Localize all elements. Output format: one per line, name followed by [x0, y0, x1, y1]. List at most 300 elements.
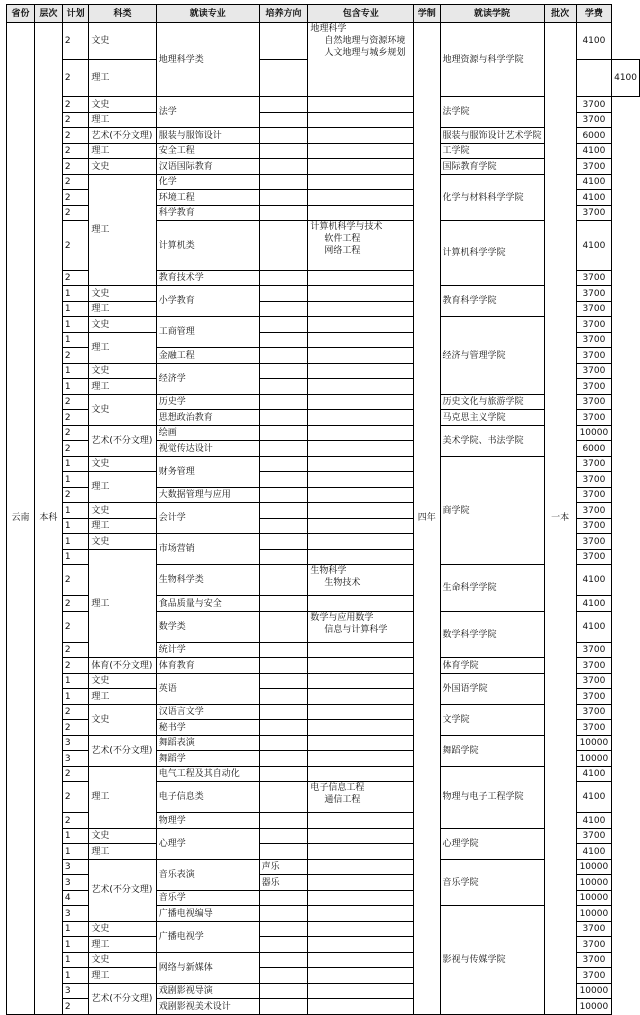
- major-cell: 服装与服饰设计: [156, 128, 259, 144]
- category-cell: 理工: [89, 112, 156, 128]
- direction-cell: [259, 611, 308, 642]
- header-level: 层次: [34, 5, 62, 23]
- included-majors-cell: [308, 534, 414, 550]
- plan-cell: 2: [62, 766, 89, 782]
- direction-cell: [259, 952, 308, 968]
- tuition-cell: 3700: [576, 159, 611, 175]
- major-cell: 物理学: [156, 813, 259, 829]
- tuition-cell: 4100: [576, 174, 611, 190]
- tuition-cell: 3700: [576, 937, 611, 953]
- included-major: 通信工程: [324, 795, 361, 806]
- included-majors-cell: [308, 890, 414, 906]
- college-cell: 音乐学院: [440, 859, 544, 906]
- header-college: 就读学院: [440, 5, 544, 23]
- plan-cell: 4: [62, 890, 89, 906]
- header-duration: 学制: [414, 5, 441, 23]
- tuition-cell: 4100: [576, 813, 611, 829]
- header-province: 省份: [7, 5, 35, 23]
- plan-cell: 3: [62, 983, 89, 999]
- included-majors-cell: [308, 828, 414, 844]
- major-cell: 会计学: [156, 503, 259, 534]
- tuition-cell: 4100: [576, 221, 611, 271]
- plan-cell: 2: [62, 174, 89, 190]
- tuition-cell: 3700: [576, 270, 611, 286]
- plan-cell: 2: [62, 487, 89, 503]
- direction-cell: [259, 704, 308, 720]
- included-majors-cell: [308, 143, 414, 159]
- major-cell: 化学: [156, 174, 259, 190]
- plan-cell: 2: [62, 611, 89, 642]
- included-majors-cell: [308, 751, 414, 767]
- plan-cell: 3: [62, 735, 89, 751]
- direction-cell: [259, 921, 308, 937]
- included-majors-cell: [308, 549, 414, 565]
- direction-cell: [259, 999, 308, 1015]
- included-majors-cell: [308, 456, 414, 472]
- tuition-cell: 3700: [576, 317, 611, 333]
- category-cell: 文史: [89, 97, 156, 113]
- direction-cell: [259, 270, 308, 286]
- college-cell: 数学科学学院: [440, 611, 544, 658]
- tuition-cell: 3700: [576, 205, 611, 221]
- plan-cell: 1: [62, 549, 89, 565]
- plan-cell: 2: [62, 159, 89, 175]
- college-cell: 历史文化与旅游学院: [440, 394, 544, 410]
- direction-cell: [259, 23, 308, 60]
- major-cell: 小学教育: [156, 286, 259, 317]
- province-cell: 云南: [7, 23, 35, 1015]
- header-category: 科类: [89, 5, 156, 23]
- direction-cell: [259, 410, 308, 426]
- direction-cell: [259, 97, 308, 113]
- included-majors-cell: [308, 410, 414, 426]
- admission-plan-table: [6, 4, 640, 1015]
- college-cell: 体育学院: [440, 658, 544, 674]
- major-cell: 财务管理: [156, 456, 259, 487]
- included-majors-cell: [308, 782, 414, 813]
- category-cell: 文史: [89, 952, 156, 968]
- major-cell: 教育技术学: [156, 270, 259, 286]
- direction-cell: [259, 221, 308, 271]
- major-cell: 电气工程及其自动化: [156, 766, 259, 782]
- tuition-cell: 3700: [576, 472, 611, 488]
- plan-cell: 2: [62, 205, 89, 221]
- included-majors-cell: [308, 968, 414, 984]
- college-cell: 商学院: [440, 456, 544, 565]
- major-cell: 网络与新媒体: [156, 952, 259, 983]
- category-cell: 理工: [89, 937, 156, 953]
- direction-cell: [259, 317, 308, 333]
- tuition-cell: 3700: [576, 410, 611, 426]
- major-cell: 地理科学类: [156, 23, 259, 97]
- direction-cell: [259, 143, 308, 159]
- included-majors-cell: [308, 983, 414, 999]
- direction-cell: [259, 286, 308, 302]
- direction-cell: [259, 159, 308, 175]
- college-cell: 马克思主义学院: [440, 410, 544, 426]
- plan-cell: 1: [62, 828, 89, 844]
- tuition-cell: 3700: [576, 456, 611, 472]
- tuition-cell: 3700: [576, 828, 611, 844]
- plan-cell: 1: [62, 379, 89, 395]
- included-majors-cell: [308, 425, 414, 441]
- major-cell: 工商管理: [156, 317, 259, 348]
- included-majors-cell: [576, 60, 611, 97]
- included-major: 网络工程: [324, 246, 361, 257]
- plan-cell: 1: [62, 689, 89, 705]
- category-cell: 理工: [89, 174, 156, 286]
- included-majors-cell: [308, 363, 414, 379]
- major-cell: 英语: [156, 673, 259, 704]
- included-major: 信息与计算科学: [324, 624, 388, 635]
- direction-cell: [259, 968, 308, 984]
- included-majors-cell: [308, 844, 414, 860]
- tuition-cell: 3700: [576, 332, 611, 348]
- plan-cell: 1: [62, 456, 89, 472]
- plan-cell: 2: [62, 782, 89, 813]
- direction-cell: [259, 503, 308, 519]
- included-major: 生物技术: [324, 578, 361, 589]
- tuition-cell: 4100: [576, 596, 611, 612]
- college-cell: 物理与电子工程学院: [440, 766, 544, 828]
- batch-cell: 一本: [544, 23, 576, 1015]
- tuition-cell: 3700: [576, 704, 611, 720]
- header-plan: 计划: [62, 5, 89, 23]
- included-major: 自然地理与资源环境: [324, 36, 406, 46]
- tuition-cell: 10000: [576, 906, 611, 922]
- major-cell: 秘书学: [156, 720, 259, 736]
- plan-cell: 2: [62, 143, 89, 159]
- included-majors-cell: [308, 503, 414, 519]
- college-cell: 影视与传媒学院: [440, 906, 544, 1015]
- tuition-cell: 3700: [576, 301, 611, 317]
- major-cell: 广播电视编导: [156, 906, 259, 922]
- included-majors-cell: [308, 317, 414, 333]
- direction-cell: [259, 128, 308, 144]
- major-cell: 金融工程: [156, 348, 259, 364]
- tuition-cell: 3700: [576, 673, 611, 689]
- included-majors-cell: [308, 394, 414, 410]
- category-cell: 文史: [89, 503, 156, 519]
- college-cell: 经济与管理学院: [440, 317, 544, 395]
- included-majors-cell: [308, 859, 414, 875]
- plan-cell: 2: [62, 813, 89, 829]
- direction-cell: [259, 472, 308, 488]
- plan-cell: 1: [62, 673, 89, 689]
- major-cell: 舞蹈学: [156, 751, 259, 767]
- major-cell: 科学教育: [156, 205, 259, 221]
- direction-cell: [259, 735, 308, 751]
- major-cell: 思想政治教育: [156, 410, 259, 426]
- plan-cell: 2: [62, 270, 89, 286]
- tuition-cell: 10000: [576, 735, 611, 751]
- direction-cell: [259, 642, 308, 658]
- direction-cell: [259, 751, 308, 767]
- tuition-cell: 10000: [576, 751, 611, 767]
- direction-cell: 器乐: [259, 875, 308, 891]
- major-cell: 经济学: [156, 363, 259, 394]
- plan-cell: 1: [62, 844, 89, 860]
- category-cell: 文史: [89, 159, 156, 175]
- major-cell: 舞蹈表演: [156, 735, 259, 751]
- included-majors-cell: [308, 487, 414, 503]
- plan-cell: 1: [62, 518, 89, 534]
- tuition-cell: 3700: [576, 952, 611, 968]
- major-cell: 视觉传达设计: [156, 441, 259, 457]
- direction-cell: [259, 487, 308, 503]
- tuition-cell: 3700: [576, 97, 611, 113]
- direction-cell: [259, 332, 308, 348]
- direction-cell: [259, 673, 308, 689]
- plan-cell: 2: [62, 97, 89, 113]
- included-majors-cell: [308, 906, 414, 922]
- category-cell: 文史: [89, 534, 156, 550]
- included-majors-cell: [308, 348, 414, 364]
- college-cell: 服装与服饰设计艺术学院: [440, 128, 544, 144]
- included-majors-cell: [308, 673, 414, 689]
- plan-cell: 1: [62, 363, 89, 379]
- college-cell: 美术学院、书法学院: [440, 425, 544, 456]
- included-majors-cell: [308, 301, 414, 317]
- plan-cell: 2: [62, 441, 89, 457]
- major-cell: 体育教育: [156, 658, 259, 674]
- category-cell: 文史: [89, 456, 156, 472]
- major-cell: 大数据管理与应用: [156, 487, 259, 503]
- plan-cell: 2: [62, 60, 89, 97]
- tuition-cell: 3700: [576, 394, 611, 410]
- plan-cell: 2: [62, 221, 89, 271]
- included-majors-cell: [308, 190, 414, 206]
- major-cell: 电子信息类: [156, 782, 259, 813]
- major-cell: 广播电视学: [156, 921, 259, 952]
- tuition-cell: 4100: [576, 565, 611, 596]
- included-majors-cell: [308, 332, 414, 348]
- direction-cell: [259, 301, 308, 317]
- tuition-cell: 10000: [576, 999, 611, 1015]
- plan-cell: 2: [62, 190, 89, 206]
- included-majors-cell: [308, 23, 414, 97]
- college-cell: 国际教育学院: [440, 159, 544, 175]
- included-majors-cell: [308, 875, 414, 891]
- included-majors-cell: [308, 270, 414, 286]
- tuition-cell: 3700: [576, 518, 611, 534]
- direction-cell: [259, 813, 308, 829]
- included-major: 数学与应用数学: [310, 612, 374, 623]
- direction-cell: [259, 363, 308, 379]
- direction-cell: [259, 906, 308, 922]
- included-major: 电子信息工程: [310, 783, 365, 794]
- direction-cell: [259, 565, 308, 596]
- tuition-cell: 3700: [576, 503, 611, 519]
- category-cell: 理工: [89, 143, 156, 159]
- direction-cell: [259, 782, 308, 813]
- category-cell: 文史: [89, 317, 156, 333]
- included-major: 计算机科学与技术: [310, 222, 383, 233]
- major-cell: 市场营销: [156, 534, 259, 565]
- category-cell: 理工: [89, 472, 156, 503]
- direction-cell: [259, 112, 308, 128]
- category-cell: 文史: [89, 394, 156, 425]
- included-majors-cell: [308, 999, 414, 1015]
- included-majors-cell: [308, 596, 414, 612]
- major-cell: 绘画: [156, 425, 259, 441]
- header-batch: 批次: [544, 5, 576, 23]
- college-cell: 文学院: [440, 704, 544, 735]
- direction-cell: [259, 174, 308, 190]
- table-body: [7, 23, 640, 1015]
- plan-cell: 1: [62, 921, 89, 937]
- category-cell: 文史: [89, 286, 156, 302]
- tuition-cell: 3700: [576, 642, 611, 658]
- direction-cell: [259, 534, 308, 550]
- major-cell: 生物科学类: [156, 565, 259, 596]
- header-major: 就读专业: [156, 5, 259, 23]
- included-majors-cell: [308, 611, 414, 642]
- major-cell: 统计学: [156, 642, 259, 658]
- included-majors-cell: [308, 221, 414, 271]
- tuition-cell: 10000: [576, 425, 611, 441]
- tuition-cell: 6000: [576, 128, 611, 144]
- category-cell: 理工: [89, 549, 156, 658]
- tuition-cell: 3700: [576, 689, 611, 705]
- plan-cell: 2: [62, 410, 89, 426]
- direction-cell: [259, 394, 308, 410]
- plan-cell: 3: [62, 875, 89, 891]
- category-cell: 文史: [89, 704, 156, 735]
- category-cell: 艺术(不分文理): [89, 128, 156, 144]
- college-cell: 地理资源与科学学院: [440, 23, 544, 97]
- header-included-majors: 包含专业: [308, 5, 414, 23]
- included-majors-cell: [308, 128, 414, 144]
- included-majors-cell: [308, 921, 414, 937]
- direction-cell: [259, 518, 308, 534]
- included-majors-cell: [308, 565, 414, 596]
- category-cell: 文史: [89, 363, 156, 379]
- category-cell: 体育(不分文理): [89, 658, 156, 674]
- plan-cell: 1: [62, 317, 89, 333]
- category-cell: 文史: [89, 828, 156, 844]
- plan-cell: 2: [62, 704, 89, 720]
- tuition-cell: 4100: [576, 190, 611, 206]
- major-cell: 食品质量与安全: [156, 596, 259, 612]
- major-cell: 戏剧影视导演: [156, 983, 259, 999]
- tuition-cell: 4100: [576, 611, 611, 642]
- direction-cell: [259, 844, 308, 860]
- tuition-cell: 4100: [612, 60, 640, 97]
- plan-cell: 2: [62, 596, 89, 612]
- plan-cell: 1: [62, 503, 89, 519]
- tuition-cell: 3700: [576, 658, 611, 674]
- category-cell: 理工: [89, 301, 156, 317]
- category-cell: 艺术(不分文理): [89, 983, 156, 1014]
- direction-cell: [259, 828, 308, 844]
- plan-cell: 2: [62, 565, 89, 596]
- category-cell: 理工: [89, 60, 156, 97]
- included-majors-cell: [308, 658, 414, 674]
- plan-cell: 2: [62, 642, 89, 658]
- included-major: 生物科学: [310, 566, 347, 577]
- direction-cell: 声乐: [259, 859, 308, 875]
- direction-cell: [259, 348, 308, 364]
- included-majors-cell: [308, 689, 414, 705]
- college-cell: 教育科学学院: [440, 286, 544, 317]
- tuition-cell: 6000: [576, 441, 611, 457]
- category-cell: 理工: [89, 766, 156, 828]
- included-majors-cell: [308, 97, 414, 113]
- major-cell: 数学类: [156, 611, 259, 642]
- plan-cell: 2: [62, 128, 89, 144]
- plan-cell: 1: [62, 952, 89, 968]
- plan-cell: 1: [62, 968, 89, 984]
- tuition-cell: 4100: [576, 143, 611, 159]
- tuition-cell: 3700: [576, 968, 611, 984]
- tuition-cell: 10000: [576, 875, 611, 891]
- category-cell: 文史: [89, 921, 156, 937]
- direction-cell: [259, 205, 308, 221]
- direction-cell: [259, 766, 308, 782]
- direction-cell: [259, 456, 308, 472]
- included-majors-cell: [308, 472, 414, 488]
- included-majors-cell: [308, 720, 414, 736]
- direction-cell: [259, 441, 308, 457]
- category-cell: 理工: [89, 844, 156, 860]
- major-cell: 心理学: [156, 828, 259, 859]
- plan-cell: 2: [62, 999, 89, 1015]
- included-majors-cell: [308, 766, 414, 782]
- included-majors-cell: [308, 813, 414, 829]
- plan-cell: 2: [62, 425, 89, 441]
- duration-cell: 四年: [414, 23, 441, 1015]
- direction-cell: [259, 190, 308, 206]
- included-majors-cell: [308, 112, 414, 128]
- tuition-cell: 3700: [576, 534, 611, 550]
- tuition-cell: 10000: [576, 859, 611, 875]
- plan-cell: 1: [62, 534, 89, 550]
- plan-cell: 2: [62, 658, 89, 674]
- included-majors-cell: [308, 952, 414, 968]
- included-majors-cell: [308, 704, 414, 720]
- header-direction: 培养方向: [259, 5, 308, 23]
- direction-cell: [259, 60, 308, 97]
- plan-cell: 1: [62, 937, 89, 953]
- plan-cell: 1: [62, 472, 89, 488]
- included-majors-cell: [308, 379, 414, 395]
- included-majors-cell: [308, 937, 414, 953]
- included-majors-cell: [308, 159, 414, 175]
- tuition-cell: 3700: [576, 363, 611, 379]
- tuition-cell: 3700: [576, 379, 611, 395]
- direction-cell: [259, 596, 308, 612]
- table-row: [7, 23, 640, 60]
- major-cell: 环境工程: [156, 190, 259, 206]
- level-cell: 本科: [34, 23, 62, 1015]
- major-cell: 安全工程: [156, 143, 259, 159]
- plan-cell: 2: [62, 112, 89, 128]
- included-majors-cell: [308, 642, 414, 658]
- direction-cell: [259, 983, 308, 999]
- major-cell: 历史学: [156, 394, 259, 410]
- plan-cell: 3: [62, 751, 89, 767]
- tuition-cell: 3700: [576, 549, 611, 565]
- tuition-cell: 4100: [576, 782, 611, 813]
- major-cell: 计算机类: [156, 221, 259, 271]
- category-cell: 艺术(不分文理): [89, 735, 156, 766]
- major-cell: 戏剧影视美术设计: [156, 999, 259, 1015]
- admission-plan-table-wrapper: [6, 4, 640, 1015]
- included-majors-cell: [308, 518, 414, 534]
- category-cell: 文史: [89, 673, 156, 689]
- tuition-cell: 3700: [576, 487, 611, 503]
